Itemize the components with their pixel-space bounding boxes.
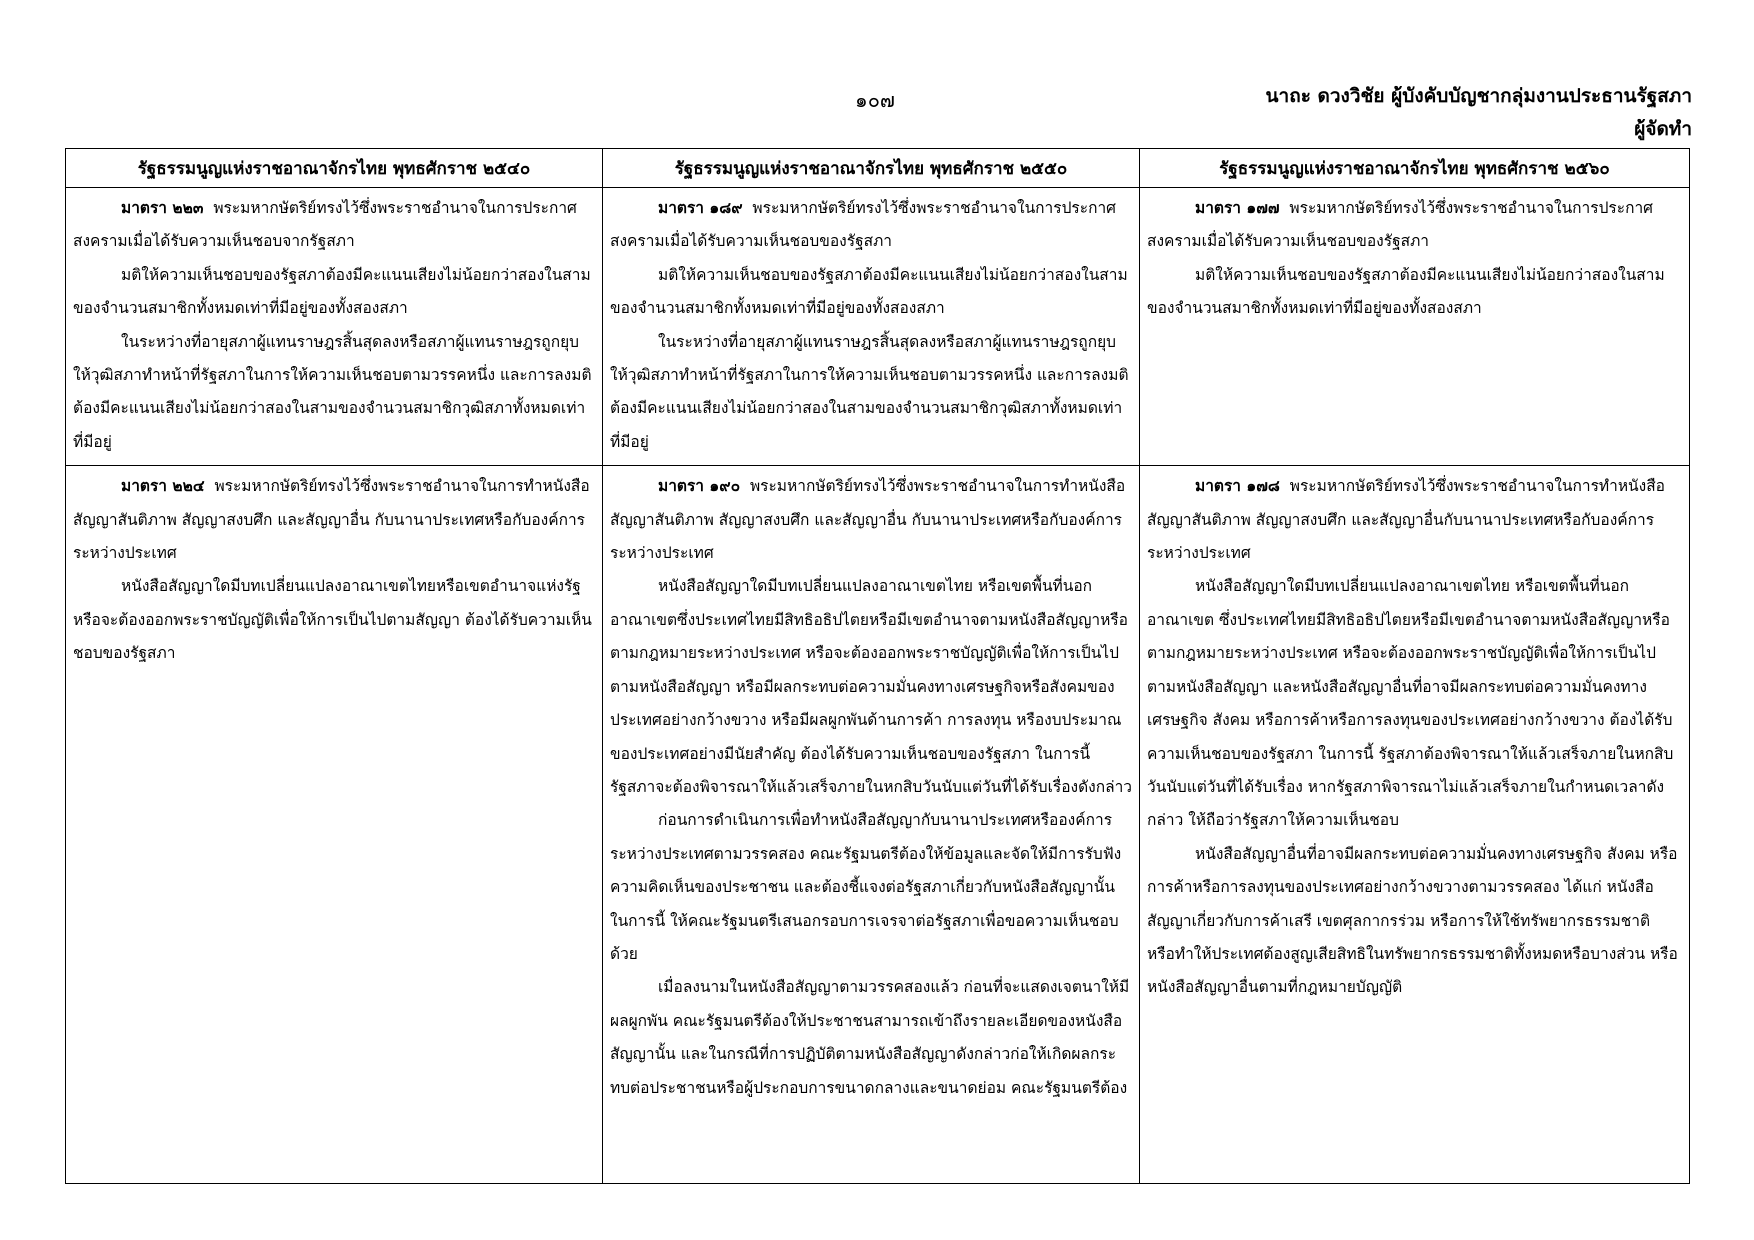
- section-paragraph: ในระหว่างที่อายุสภาผู้แทนราษฎรสิ้นสุดลงหรือสภาผู้แทนราษฎรถูกยุบ ให้วุฒิสภาทำหน้าที่รัฐสภาในการให้ความเห็นชอบตามวรรคหนึ่ง และการลงมติต้องมีคะแนนเสียงไม่น้อยกว่าสองในสามของจำนวนสมาชิกวุฒิสภาทั้งหมดเท่าที่มีอยู่: [73, 332, 592, 451]
- section-label: มาตรา ๒๒๔: [121, 477, 205, 496]
- table-cell: [603, 466, 1140, 1184]
- section-lead-text: พระมหากษัตริย์ทรงไว้ซึ่งพระราชอำนาจในการประกาศสงครามเมื่อได้รับความเห็นชอบของรัฐสภา: [610, 199, 1117, 251]
- section-paragraph: มติให้ความเห็นชอบของรัฐสภาต้องมีคะแนนเสียงไม่น้อยกว่าสองในสามของจำนวนสมาชิกทั้งหมดเท่าที่มีอยู่ของทั้งสองสภา: [1147, 265, 1665, 318]
- column-header-2540: รัฐธรรมนูญแห่งราชอาณาจักรไทย พุทธศักราช ๒๕๔๐: [66, 149, 603, 188]
- section-lead-text: พระมหากษัตริย์ทรงไว้ซึ่งพระราชอำนาจในการประกาศสงครามเมื่อได้รับความเห็นชอบจากรัฐสภา: [73, 199, 577, 251]
- section-paragraph: ก่อนการดำเนินการเพื่อทำหนังสือสัญญากับนานาประเทศหรือองค์การระหว่างประเทศตามวรรคสอง คณะรัฐมนตรีต้องให้ข้อมูลและจัดให้มีการรับฟังความคิดเห็นของประชาชน และต้องชี้แจงต่อรัฐสภาเกี่ยวกับหนังสือสัญญานั้น ในการนี้ ให้คณะรัฐมนตรีเสนอกรอบการเจรจาต่อรัฐสภาเพื่อขอความเห็นชอบด้วย: [610, 811, 1122, 963]
- section-label: มาตรา ๑๗๗: [1195, 199, 1280, 217]
- section-paragraph: มติให้ความเห็นชอบของรัฐสภาต้องมีคะแนนเสียงไม่น้อยกว่าสองในสามของจำนวนสมาชิกทั้งหมดเท่าที่มีอยู่ของทั้งสองสภา: [73, 265, 591, 318]
- section-paragraph: [610, 470, 1132, 570]
- section-lead-text: พระมหากษัตริย์ทรงไว้ซึ่งพระราชอำนาจในการทำหนังสือสัญญาสันติภาพ สัญญาสงบศึก และสัญญาอื่นกับนานาประเทศหรือกับองค์การระหว่างประเทศ: [1147, 477, 1665, 563]
- section-paragraph: หนังสือสัญญาใดมีบทเปลี่ยนแปลงอาณาเขตไทยหรือเขตอำนาจแห่งรัฐ หรือจะต้องออกพระราชบัญญัติเพื่อให้การเป็นไปตามสัญญา ต้องได้รับความเห็นชอบของรัฐสภา: [73, 577, 592, 663]
- table-cell: [66, 188, 603, 466]
- page-number: ๑๐๗: [855, 88, 895, 112]
- table-row: [66, 188, 1690, 466]
- section-paragraph: มติให้ความเห็นชอบของรัฐสภาต้องมีคะแนนเสียงไม่น้อยกว่าสองในสามของจำนวนสมาชิกทั้งหมดเท่าที่มีอยู่ของทั้งสองสภา: [610, 265, 1128, 318]
- section-paragraph: [1147, 192, 1682, 259]
- comparison-table: [65, 148, 1690, 1184]
- section-paragraph: [1147, 470, 1682, 570]
- section-lead-text: พระมหากษัตริย์ทรงไว้ซึ่งพระราชอำนาจในการประกาศสงครามเมื่อได้รับความเห็นชอบของรัฐสภา: [1147, 199, 1654, 251]
- table-cell: [66, 466, 603, 1184]
- section-label: มาตรา ๑๙๐: [658, 477, 741, 496]
- table-cell: [1140, 466, 1690, 1184]
- table-cell: [1140, 188, 1690, 466]
- section-paragraph: [73, 192, 595, 259]
- section-paragraph: หนังสือสัญญาใดมีบทเปลี่ยนแปลงอาณาเขตไทย หรือเขตพื้นที่นอกอาณาเขต ซึ่งประเทศไทยมีสิทธิอธิปไตยหรือมีเขตอำนาจตามหนังสือสัญญาหรือตามกฎหมายระหว่างประเทศ หรือจะต้องออกพระราชบัญญัติเพื่อให้การเป็นไปตามหนังสือสัญญา และหนังสือสัญญาอื่นที่อาจมีผลกระทบต่อความมั่นคงทางเศรษฐกิจ สังคม หรือการค้าหรือการลงทุนของประเทศอย่างกว้างขวาง ต้องได้รับความเห็นชอบของรัฐสภา ในการนี้ รัฐสภาต้องพิจารณาให้แล้วเสร็จภายในหกสิบวันนับแต่วันที่ได้รับเรื่อง หากรัฐสภาพิจารณาไม่แล้วเสร็จภายในกำหนดเวลาดังกล่าว ให้ถือว่ารัฐสภาให้ความเห็นชอบ: [1147, 577, 1674, 830]
- section-lead-text: พระมหากษัตริย์ทรงไว้ซึ่งพระราชอำนาจในการทำหนังสือสัญญาสันติภาพ สัญญาสงบศึก และสัญญาอื่น กับนานาประเทศหรือกับองค์การระหว่างประเทศ: [610, 477, 1126, 563]
- author-block: [1266, 80, 1692, 146]
- section-label: มาตรา ๒๒๓: [121, 199, 204, 217]
- section-paragraph: หนังสือสัญญาใดมีบทเปลี่ยนแปลงอาณาเขตไทย หรือเขตพื้นที่นอกอาณาเขตซึ่งประเทศไทยมีสิทธิอธิปไตยหรือมีเขตอำนาจตามหนังสือสัญญาหรือตามกฎหมายระหว่างประเทศ หรือจะต้องออกพระราชบัญญัติเพื่อให้การเป็นไปตามหนังสือสัญญา หรือมีผลกระทบต่อความมั่นคงทางเศรษฐกิจหรือสังคมของประเทศอย่างกว้างขวาง หรือมีผลผูกพันด้านการค้า การลงทุน หรืองบประมาณของประเทศอย่างมีนัยสำคัญ ต้องได้รับความเห็นชอบของรัฐสภา ในการนี้ รัฐสภาจะต้องพิจารณาให้แล้วเสร็จภายในหกสิบวันนับแต่วันที่ได้รับเรื่องดังกล่าว: [610, 577, 1132, 796]
- table-row: [66, 466, 1690, 1184]
- section-paragraph: ในระหว่างที่อายุสภาผู้แทนราษฎรสิ้นสุดลงหรือสภาผู้แทนราษฎรถูกยุบ ให้วุฒิสภาทำหน้าที่รัฐสภาในการให้ความเห็นชอบตามวรรคหนึ่ง และการลงมติต้องมีคะแนนเสียงไม่น้อยกว่าสองในสามของจำนวนสมาชิกวุฒิสภาทั้งหมดเท่าที่มีอยู่: [610, 332, 1129, 451]
- section-paragraph: [610, 192, 1132, 259]
- author-line: นาถะ ดวงวิชัย ผู้บังคับบัญชากลุ่มงานประธานรัฐสภา: [1265, 85, 1692, 107]
- table-header-row: [66, 149, 1690, 188]
- section-paragraph: หนังสือสัญญาอื่นที่อาจมีผลกระทบต่อความมั่นคงทางเศรษฐกิจ สังคม หรือการค้าหรือการลงทุนของประเทศอย่างกว้างขวางตามวรรคสอง ได้แก่ หนังสือสัญญาเกี่ยวกับการค้าเสรี เขตศุลกากรร่วม หรือการให้ใช้ทรัพยากรธรรมชาติ หรือทำให้ประเทศต้องสูญเสียสิทธิในทรัพยากรธรรมชาติทั้งหมดหรือบางส่วน หรือหนังสือสัญญาอื่นตามที่กฎหมายบัญญัติ: [1147, 844, 1678, 997]
- column-header-2550: รัฐธรรมนูญแห่งราชอาณาจักรไทย พุทธศักราช ๒๕๕๐: [603, 149, 1140, 188]
- author-role: ผู้จัดทำ: [1634, 118, 1692, 140]
- section-lead-text: พระมหากษัตริย์ทรงไว้ซึ่งพระราชอำนาจในการทำหนังสือสัญญาสันติภาพ สัญญาสงบศึก และสัญญาอื่น กับนานาประเทศหรือกับองค์การระหว่างประเทศ: [73, 477, 590, 563]
- section-paragraph: [73, 470, 595, 570]
- table-cell: [603, 188, 1140, 466]
- section-label: มาตรา ๑๘๙: [658, 199, 743, 217]
- column-header-2560: รัฐธรรมนูญแห่งราชอาณาจักรไทย พุทธศักราช ๒๕๖๐: [1140, 149, 1690, 188]
- section-label: มาตรา ๑๗๘: [1195, 477, 1280, 496]
- section-paragraph: เมื่อลงนามในหนังสือสัญญาตามวรรคสองแล้ว ก่อนที่จะแสดงเจตนาให้มีผลผูกพัน คณะรัฐมนตรีต้องให้ประชาชนสามารถเข้าถึงรายละเอียดของหนังสือสัญญานั้น และในกรณีที่การปฏิบัติตามหนังสือสัญญาดังกล่าวก่อให้เกิดผลกระทบต่อประชาชนหรือผู้ประกอบการขนาดกลางและขนาดย่อม คณะรัฐมนตรีต้อง: [610, 978, 1130, 1097]
